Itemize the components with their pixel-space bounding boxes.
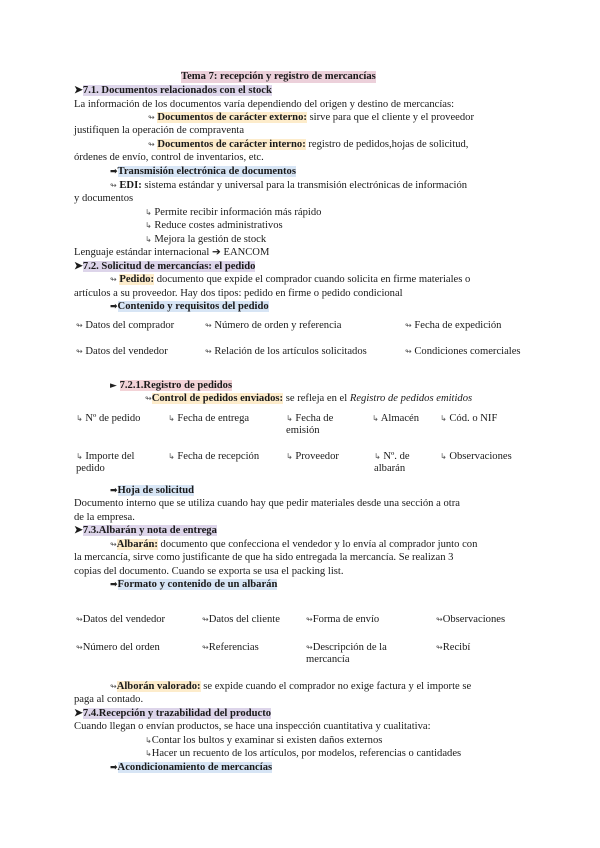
externo-cont: justifiquen la operación de compraventa <box>74 125 245 136</box>
valorado-line: ↬Alborán valorado: se expide cuando el comprador no exige factura y el importe se <box>110 681 472 692</box>
hook-arrow-icon: ↬ <box>76 347 83 356</box>
edi-point: ↳ Mejora la gestión de stock <box>145 234 267 245</box>
interno-cont: órdenes de envío, control de inventarios, etc. <box>74 152 264 163</box>
formato-item: ↬Datos del cliente <box>202 614 280 625</box>
hook-arrow-icon: ↬ <box>76 321 83 330</box>
section-7-4-intro: Cuando llegan o envían productos, se hace una inspección cuantitativa y cualitativa: <box>74 721 431 732</box>
pedido-cont: artículos a su proveedor. Hay dos tipos: pedido en firme o pedido condicional <box>74 288 403 299</box>
bold-arrow-icon: ➡ <box>110 167 118 177</box>
bold-arrow-icon: ➡ <box>110 580 118 590</box>
sub-arrow-icon: ↳ <box>286 414 293 423</box>
section-7-2-1-heading: ► 7.2.1.Registro de pedidos <box>110 380 233 391</box>
hook-arrow-icon: ↬ <box>110 682 117 691</box>
transmision-heading: ➡Transmisión electrónica de documentos <box>110 166 296 177</box>
hook-arrow-icon: ↬ <box>202 615 209 624</box>
albaran-cont: copias del documento. Cuando se exporta se usa el packing list. <box>74 566 344 577</box>
document-title: Tema 7: recepción y registro de mercancías <box>181 71 376 82</box>
pedido-line: ↬ Pedido: documento que expide el comprador cuando solicita en firme materiales o <box>110 274 471 285</box>
formato-item: ↬Recibí <box>436 642 471 653</box>
formato-item: ↬Descripción de la mercancía <box>306 642 387 665</box>
formato-item: ↬Datos del vendedor <box>76 614 166 625</box>
registro-item: ↳ Fecha de entrega <box>168 413 250 424</box>
valorado-cont: paga al contado. <box>74 694 144 705</box>
hook-arrow-icon: ↬ <box>145 394 152 403</box>
bold-arrow-icon: ➡ <box>110 302 118 312</box>
registro-item: ↳ Importe del pedido <box>76 451 135 474</box>
hook-arrow-icon: ↬ <box>306 615 313 624</box>
registro-item: ↳ Fecha de emisión <box>286 413 334 436</box>
contenido-item: ↬ Datos del comprador <box>76 320 175 331</box>
contenido-item: ↬ Condiciones comerciales <box>405 346 521 357</box>
hook-arrow-icon: ↬ <box>436 615 443 624</box>
edi-point: ↳ Permite recibir información más rápido <box>145 207 322 218</box>
sub-arrow-icon: ↳ <box>145 736 152 745</box>
registro-item: ↳ Fecha de recepción <box>168 451 260 462</box>
inspeccion-point: ↳Contar los bultos y examinar si existen daños externos <box>145 735 383 746</box>
albaran-cont: la mercancía, sirve como justificante de que ha sido entregada la mercancía. Se realizan 3 <box>74 552 454 563</box>
contenido-item: ↬ Datos del vendedor <box>76 346 168 357</box>
hoja-text: de la empresa. <box>74 512 135 523</box>
formato-item: ↬Número del orden <box>76 642 160 653</box>
section-7-3-heading: ➤7.3.Albarán y nota de entrega <box>74 525 217 536</box>
sub-arrow-icon: ↳ <box>145 235 152 244</box>
albaran-line: ↬Albarán: documento que confecciona el vendedor y lo envía al comprador junto con <box>110 539 478 550</box>
section-7-1-heading: ➤7.1. Documentos relacionados con el stock <box>74 85 272 96</box>
section-7-1-intro: La información de los documentos varía dependiendo del origen y destino de mercancías: <box>74 99 455 110</box>
bold-arrow-icon: ➡ <box>110 763 118 773</box>
contenido-heading: ➡Contenido y requisitos del pedido <box>110 301 269 312</box>
formato-item: ↬Observaciones <box>436 614 506 625</box>
hook-arrow-icon: ↬ <box>405 321 412 330</box>
sub-arrow-icon: ↳ <box>168 414 175 423</box>
hoja-text: Documento interno que se utiliza cuando hay que pedir materiales desde una sección a otra <box>74 498 460 509</box>
registro-item: ↳ Almacén <box>372 413 420 424</box>
sub-arrow-icon: ↳ <box>145 208 152 217</box>
hook-arrow-icon: ↬ <box>110 181 117 190</box>
hook-arrow-icon: ↬ <box>202 643 209 652</box>
registro-item: ↳ Nº. de albarán <box>374 451 410 474</box>
section-7-4-heading: ➤7.4.Recepción y trazabilidad del producto <box>74 708 272 719</box>
bold-arrow-icon: ➡ <box>110 486 118 496</box>
formato-item: ↬Forma de envío <box>306 614 380 625</box>
edi-cont: y documentos <box>74 193 134 204</box>
sub-arrow-icon: ↳ <box>145 221 152 230</box>
registro-item: ↳ Proveedor <box>286 451 339 462</box>
hook-arrow-icon: ↬ <box>436 643 443 652</box>
hook-arrow-icon: ↬ <box>76 643 83 652</box>
contenido-item: ↬ Relación de los artículos solicitados <box>205 346 367 357</box>
arrowhead-icon: ➤ <box>74 525 83 536</box>
sub-arrow-icon: ↳ <box>76 452 83 461</box>
hoja-heading: ➡Hoja de solicitud <box>110 485 195 496</box>
hook-arrow-icon: ↬ <box>76 615 83 624</box>
sub-arrow-icon: ↳ <box>145 749 152 758</box>
section-7-2-heading: ➤7.2. Solicitud de mercancías: el pedido <box>74 261 256 272</box>
sub-arrow-icon: ↳ <box>440 414 447 423</box>
triangle-icon: ► <box>110 381 117 391</box>
externo-line: ↬ Documentos de carácter externo: sirve para que el cliente y el proveedor <box>148 112 474 123</box>
edi-point: ↳ Reduce costes administrativos <box>145 220 283 231</box>
registro-item: ↳ Observaciones <box>440 451 512 462</box>
arrowhead-icon: ➤ <box>74 261 83 272</box>
lenguaje-line: Lenguaje estándar internacional ➔ EANCOM <box>74 247 270 258</box>
sub-arrow-icon: ↳ <box>374 452 381 461</box>
sub-arrow-icon: ↳ <box>372 414 379 423</box>
formato-heading: ➡Formato y contenido de un albarán <box>110 579 278 590</box>
hook-arrow-icon: ↬ <box>148 113 155 122</box>
hook-arrow-icon: ↬ <box>205 321 212 330</box>
sub-arrow-icon: ↳ <box>76 414 83 423</box>
arrowhead-icon: ➤ <box>74 85 83 96</box>
acondicionamiento-heading: ➡Acondicionamiento de mercancías <box>110 762 273 773</box>
arrowhead-icon: ➤ <box>74 708 83 719</box>
sub-arrow-icon: ↳ <box>168 452 175 461</box>
edi-line: ↬ EDI: sistema estándar y universal para la transmisión electrónicas de información <box>110 180 468 191</box>
formato-item: ↬Referencias <box>202 642 259 653</box>
sub-arrow-icon: ↳ <box>440 452 447 461</box>
sub-arrow-icon: ↳ <box>286 452 293 461</box>
control-line: ↬Control de pedidos enviados: se refleja en el Registro de pedidos emitidos <box>145 393 473 404</box>
inspeccion-point: ↳Hacer un recuento de los artículos, por modelos, referencias o cantidades <box>145 748 462 759</box>
contenido-item: ↬ Fecha de expedición <box>405 320 502 331</box>
interno-line: ↬ Documentos de carácter interno: registro de pedidos,hojas de solicitud, <box>148 139 469 150</box>
registro-item: ↳ Nº de pedido <box>76 413 141 424</box>
hook-arrow-icon: ↬ <box>110 275 117 284</box>
hook-arrow-icon: ↬ <box>148 140 155 149</box>
hook-arrow-icon: ↬ <box>405 347 412 356</box>
contenido-item: ↬ Número de orden y referencia <box>205 320 342 331</box>
hook-arrow-icon: ↬ <box>205 347 212 356</box>
hook-arrow-icon: ↬ <box>306 643 313 652</box>
hook-arrow-icon: ↬ <box>110 540 117 549</box>
registro-item: ↳ Cód. o NIF <box>440 413 498 424</box>
